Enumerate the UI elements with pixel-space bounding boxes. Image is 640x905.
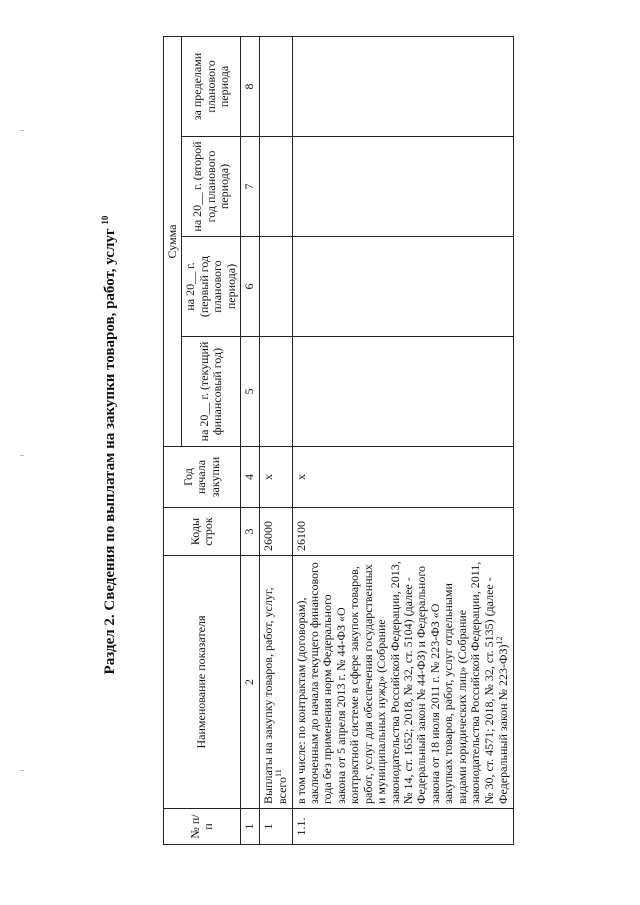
row-sum-col5 bbox=[292, 337, 513, 447]
col-number: 5 bbox=[241, 337, 259, 447]
header-col7: на 20__ г. (второй год планового периода) bbox=[182, 137, 241, 237]
row-num: 1 bbox=[259, 809, 292, 845]
row-num: 1.1. bbox=[292, 809, 513, 845]
col-number: 6 bbox=[241, 237, 259, 337]
table-row bbox=[292, 36, 513, 844]
row-sum-col7 bbox=[292, 137, 513, 237]
row-name-text: Выплаты на закупку товаров, работ, услуг, всего bbox=[260, 587, 290, 804]
header-num: № п/п bbox=[164, 809, 241, 845]
row-sum-col7 bbox=[259, 137, 292, 237]
payments-table bbox=[163, 36, 514, 845]
col-number: 4 bbox=[241, 447, 259, 508]
header-col8: за пределами планового периода bbox=[182, 36, 241, 136]
header-year-start: Год начала закупки bbox=[164, 447, 241, 508]
header-indicator: Наименование показателя bbox=[164, 556, 241, 809]
section-title-footnote: 10 bbox=[100, 215, 110, 225]
row-name bbox=[259, 556, 292, 809]
row-sum-col5 bbox=[259, 337, 292, 447]
header-sum: Сумма bbox=[164, 36, 182, 446]
row-sum-col8 bbox=[292, 36, 513, 136]
row-sum-col6 bbox=[292, 237, 513, 337]
row-year: x bbox=[259, 447, 292, 508]
column-numbers-row bbox=[241, 36, 259, 844]
header-col5: на 20__ г. (текущий финансовый год) bbox=[182, 337, 241, 447]
header-row bbox=[164, 36, 182, 844]
row-code: 26100 bbox=[292, 508, 513, 556]
col-number: 2 bbox=[241, 556, 259, 809]
table-row bbox=[259, 36, 292, 844]
col-number: 3 bbox=[241, 508, 259, 556]
col-number: 8 bbox=[241, 36, 259, 136]
row-footnote: 12 bbox=[495, 636, 505, 645]
row-footnote: 11 bbox=[274, 769, 284, 777]
col-number: 1 bbox=[241, 809, 259, 845]
col-number: 7 bbox=[241, 137, 259, 237]
row-year: x bbox=[292, 447, 513, 508]
row-sum-col8 bbox=[259, 36, 292, 136]
row-sum-col6 bbox=[259, 237, 292, 337]
section-title-text: Раздел 2. Сведения по выплатам на закупки товаров, работ, услуг bbox=[102, 228, 118, 675]
header-codes: Коды строк bbox=[164, 508, 241, 556]
row-name bbox=[292, 556, 513, 809]
row-code: 26000 bbox=[259, 508, 292, 556]
section-title bbox=[100, 45, 119, 845]
header-col6: на 20__ г. (первый год планового периода) bbox=[182, 237, 241, 337]
row-name-text: в том числе: по контрактам (договорам), заключенным до начала текущего финансового года без применения норм Федерального закона от 5 апреля 2013 г. № 44-ФЗ «О контрактной системе в сфере закупок товаров, работ, услуг для обеспечения государственных и муниципальных нужд» (Собрание законодательства Российской Федерации, 2013, № 14, ст. 1652; 2018, № 32, ст. 5104) (далее - Федеральный закон № 44-ФЗ) и Федерального закона от 18 июля 2011 г. № 223-ФЗ «О закупках товаров, работ, услуг отдельными видами юридических лиц» (Собрание законодательства Российской Федерации, 2011, № 30, ст. 4571; 2018, № 32, ст. 5135) (далее - Федеральный закон № 223-ФЗ) bbox=[293, 561, 511, 804]
